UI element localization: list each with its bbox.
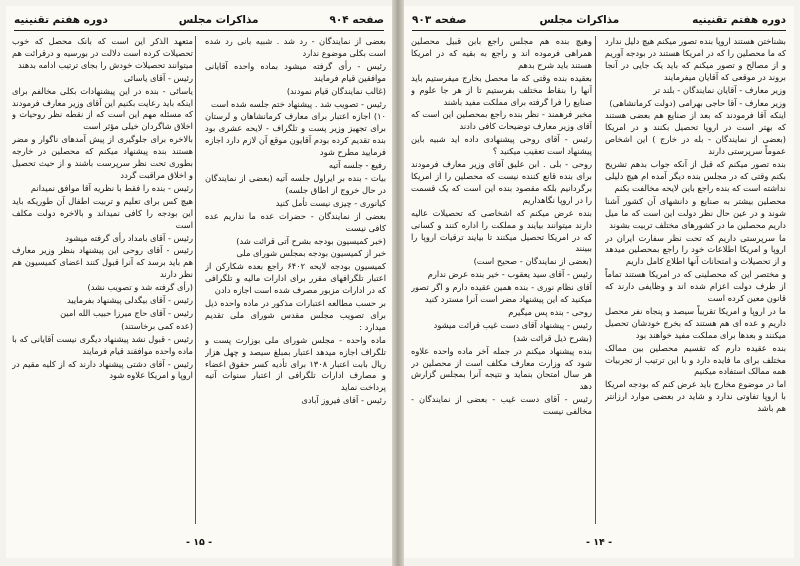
paragraph: رئیس - آقای روحی پیشنهادی داده اید شبیه باین پیشنهاد است تعقیب میکنید ؟: [411, 134, 592, 157]
paragraph: رئیس - آقای روحی این پیشنهاد بنظر وزیر معارف هم باید برسد که آنرا قبول کنند اعضای کمیسیون هم نظر دارند: [12, 245, 193, 280]
paragraph: بنده پیشنهاد میکنم در جمله آخر ماده واحده علاوه شود که وزارت معارف مکلف است از محصلین در هر سال امتحان بنماید و نتیجه آنرا بمجلس گزارش دهد: [411, 345, 592, 392]
page-number-label: صفحه ۹۰۴: [329, 14, 384, 26]
paragraph: محصلین بیشتر به صنایع و دانشهای آن کشور آشنا شوند و در عین حال نظر دولت این است که ما میل داریم محصلین ما در کشورهای مختلف تربیت بشوند: [605, 195, 786, 230]
paragraph: (رأی گرفته شد و تصویب نشد): [87, 282, 193, 293]
paragraph: رئیس - قبول نشد پیشنهاد دیگری نیست آقایانی که با ماده واحده موافقند قیام فرمایند: [12, 333, 193, 356]
paragraph: متعهد الذکر این است که بانک محصل که خوب تحصیلات کرده است دلالت در بورسیه و درقرائت هم میتوانند تحصیلات خودش را بجای ترتیب ادامه بدهند: [12, 36, 193, 70]
text-column-right: [605, 36, 786, 524]
column-divider: [195, 36, 196, 524]
paragraph: رئیس - آقای حاج میرزا حبیب الله امین: [60, 307, 193, 318]
paragraph: رئیس - آقای بیگدلی پیشنهاد بفرمایید: [66, 295, 193, 306]
paragraph: بر حسب مطالعه اعتبارات مذکور در ماده واحده ذیل برای تصویب مجلس مقدس شورای ملی تقدیم میدارد :: [205, 298, 386, 332]
header-title: مذاکرات مجلس: [178, 14, 259, 26]
paragraph: رئیس - تصویب شد . پیشنهاد ختم جلسه شده است: [210, 98, 386, 109]
paragraph: بیات - بنده بر ایراول جلسه آتیه (بعضی از نمایندگان در حال خروج از اطاق جلسه): [205, 172, 386, 195]
text-column-left: [411, 36, 592, 524]
paragraph: رئیس - پیشنهاد آقای دست غیب قرائت میشود: [433, 319, 592, 330]
paragraph: روحی - بنده پس میگیرم: [508, 306, 592, 317]
page-header: [412, 12, 786, 28]
paragraph: یاسائی - بنده در این پیشنهادات بکلی مخالفم برای اینکه باید رعایت بکنیم این آقای وزیر معارف فرمودند که مسئله مهم این است که از نقطه نظر روحیات و اخلاق شاگردان خیلی مؤثر است: [12, 85, 193, 132]
paragraph: هیچ کس برای تعلیم و تربیت اطفال آن طوریکه باید این بودجه را کافی نمیداند و بالاخره دولت مکلف است: [12, 195, 193, 230]
paragraph: رئیس - آقای فیروز آبادی: [301, 395, 386, 406]
paragraph: رئیس - رأی گرفته میشود بماده واحده آقایانی موافقین قیام فرمایند: [205, 60, 386, 83]
paragraph: رئیس - آقای دست غیب - بعضی از نمایندگان - مخالفی نیست: [411, 394, 592, 417]
paragraph: اما در موضوع مخارج باید عرض کنم که بودجه امریکا با اروپا تفاوتی ندارد و شاید در بعضی موارد ارزانتر هم باشد: [605, 379, 786, 414]
paragraph: خبر از کمیسیون بودجه بمجلس شورای ملی: [236, 248, 386, 259]
paragraph: بعقیده بنده وقتی که ما محصل بخارج میفرستیم باید آنها را بنقاط مختلف بفرستیم تا از هر جا علوم و صنایع را فرا گرفته برای مملکت مفید باشند: [411, 72, 592, 107]
paragraph: آقای نظام نوری - بنده همین عقیده دارم و اگر تصور میکنید که این پیشنهاد مضر است آنرا مسترد کنید: [411, 282, 592, 305]
paragraph: (غالب نمایندگان قیام نمودند): [286, 85, 386, 96]
header-rule: [412, 30, 786, 31]
page-header: [14, 12, 384, 28]
paragraph: کمیسیون بودجه لایحه ۶۴۰۲ راجع بعده شکارکن از اعتبار تلگرافهای مقرر برای ادارات مالیه و تلگرافی که در ادارات مزبور مصرف شده است اجازه دادن: [205, 261, 386, 296]
header-rule: [14, 30, 384, 31]
paragraph: اینکه آقا فرمودند که بعد از صنایع هم بعضی هستند که بهتر است در اروپا تحصیل بکنند و در امریکا (بعضی از نمایندگان - بله در خارج ) این اشخاص عموماً سرپرستی دارند: [605, 110, 786, 157]
paragraph: رفیع - جلسه آتیه: [328, 160, 386, 171]
paragraph: وهیچ بنده هم مجلس راجع بابن قبیل محصلین همراهی فرموده اند و راجع به بقیه که در امریکا هستند باید شرح بدهم: [411, 36, 592, 70]
paragraph: رئیس - آقای یاسائی: [123, 72, 193, 83]
paragraph: بنده عقیده دارم که تقسیم محصلین بین ممالک مختلف برای ما فایده دارد و با این ترتیب از تجربیات همه ممالک استفاده میکنیم: [605, 342, 786, 377]
header-session: دوره هفتم تقنینیه: [692, 14, 786, 26]
book-gutter: [392, 0, 404, 566]
paragraph: ما در اروپا و امریکا تقریباً سیصد و پنجاه نفر محصل داریم و عده ای هم هستند که بخرج خودشان تحصیل میکنند و بعدها برای مملکت مفید خواهند بود: [605, 305, 786, 340]
paragraph: وزیر معارف - آقا حاجی بهرامی (دولت کرمانشاهی): [609, 97, 786, 108]
paragraph: رئیس - آقای بامداد رأی گرفته میشود: [65, 232, 193, 243]
paragraph: بنده تصور میکنم که قبل از آنکه جواب بدهم تشریح بکنم وقتی که در مجلس بنده دیگر آمده ام هیچ دلیلی نداشته است که بنده راجع باین لایحه مخالفت بکنم: [605, 159, 786, 193]
paragraph: رئیس - آقای دشتی پیشنهاد دارند که از کلیه مقیم در اروپا و امریکا علاوه شود: [12, 358, 193, 381]
page-number-label: صفحه ۹۰۳: [412, 14, 467, 26]
paragraph: (بشرح ذیل قرائت شد): [513, 332, 592, 343]
right-page: [404, 6, 794, 558]
left-page: [6, 6, 392, 558]
paragraph: ماده واحده - مجلس شورای ملی بوزارت پست و تلگراف اجازه میدهد اعتبار بمبلغ سیصد و چهل هزار ریال بابت اعتبار ۱۳۰۸ برای تأدیه کسر حقوق اعضاء و مصارف ادارات تلگرافی از اعتبار سنوات آتیه پرداخت نماید: [205, 334, 386, 393]
page-footer-number: - ۱۵ -: [185, 537, 213, 548]
column-divider: [595, 36, 596, 524]
paragraph: بنده عرض میکنم که اشخاصی که تحصیلات عالیه دارند میتوانند بیایند و مملکت را اداره کنند و کسانی که در امریکا تحصیل میکنند تا بیایند ترقیات اروپا را ببینند: [411, 207, 592, 254]
text-column-right: [205, 36, 386, 524]
paragraph: کیانوری - چیزی نیست تأمل کنید: [275, 197, 386, 208]
paragraph: روحی - بلی . ابن علیق آقای وزیر معارف فرمودند برای بنده قانع کننده نیست که محصلین را از امریکا برگردانیم بلکه مقصود بنده این است که یک قسمت را در اروپا نگاهداریم: [411, 159, 592, 205]
paragraph: ۱۰) اجازه اعتبار برای معارف کرمانشاهان و لرستان برای تجهیز وزیر پست و تلگراف - لایحه عشری بود بنده تقدیم کرده بودم آقایون موقع آن لازم دارد اجازه فرمایید مطرح شود: [205, 111, 386, 158]
paragraph: ما سرپرستی داریم که تحت نظر سفارت ایران در اروپا و امریکا اطلاعات خود را راجع بمحصلین میدهد و از تحصیلات و امتحانات آنها اطلاع کامل داریم: [605, 232, 786, 267]
paragraph: وزیر معارف - آقایان نمایندگان - بلند تر: [653, 84, 786, 95]
paragraph: مخبر فرهمند - نظر بنده راجع بمحصلین این است که آقای وزیر معارف توضیحات کافی دادند: [411, 109, 592, 132]
header-session: دوره هفتم تقنینیه: [14, 14, 108, 26]
paragraph: رئیس - بنده را فقط با نظریه آقا موافق نمیدانم: [30, 182, 193, 193]
paragraph: و مختصر این که محصلینی که در امریکا هستند تماماً از طرف دولت اعزام شده اند و وظایفی دارند که قانون معین کرده است: [605, 269, 786, 304]
page-footer-number: - ۱۴ -: [585, 537, 613, 548]
paragraph: (خبر کمیسیون بودجه بشرح آتی قرائت شد): [236, 235, 386, 246]
text-column-left: [12, 36, 193, 524]
paragraph: رئیس - آقای سید یعقوب - خیر بنده عرض ندارم: [427, 269, 592, 280]
paragraph: بالاخره برای جلوگیری از پیش آمدهای ناگوار و مضر هستند بنده پیشنهاد میکنم که محصلین در خارجه بطوری تحت نظر سرپرست باشند و از حیث تحصیل و اخلاق مراقبت گردد: [12, 134, 193, 180]
paragraph: بعضی از نمایندگان - حضرات عده ما نداریم عده کافی نیست: [205, 210, 386, 233]
paragraph: بعضی از نمایندگان - رد شد . شبیه بانی رد شده است بکلی موضوع ندارد: [205, 36, 386, 58]
header-title: مذاکرات مجلس: [539, 14, 620, 26]
paragraph: (عده کمی برخاستند): [121, 320, 193, 331]
paragraph: بشناختن هستند اروپا بنده تصور میکنم هیچ دلیل ندارد که ما محصلین را که در امریکا هستند در بودجه آوریم و از مصالح و تصور میکنم که باید یک جایی در آنجا بروند در موقعی که آقایان میفرمایند: [605, 36, 786, 82]
paragraph: (بعضی از نمایندگان - صحیح است): [473, 256, 592, 267]
